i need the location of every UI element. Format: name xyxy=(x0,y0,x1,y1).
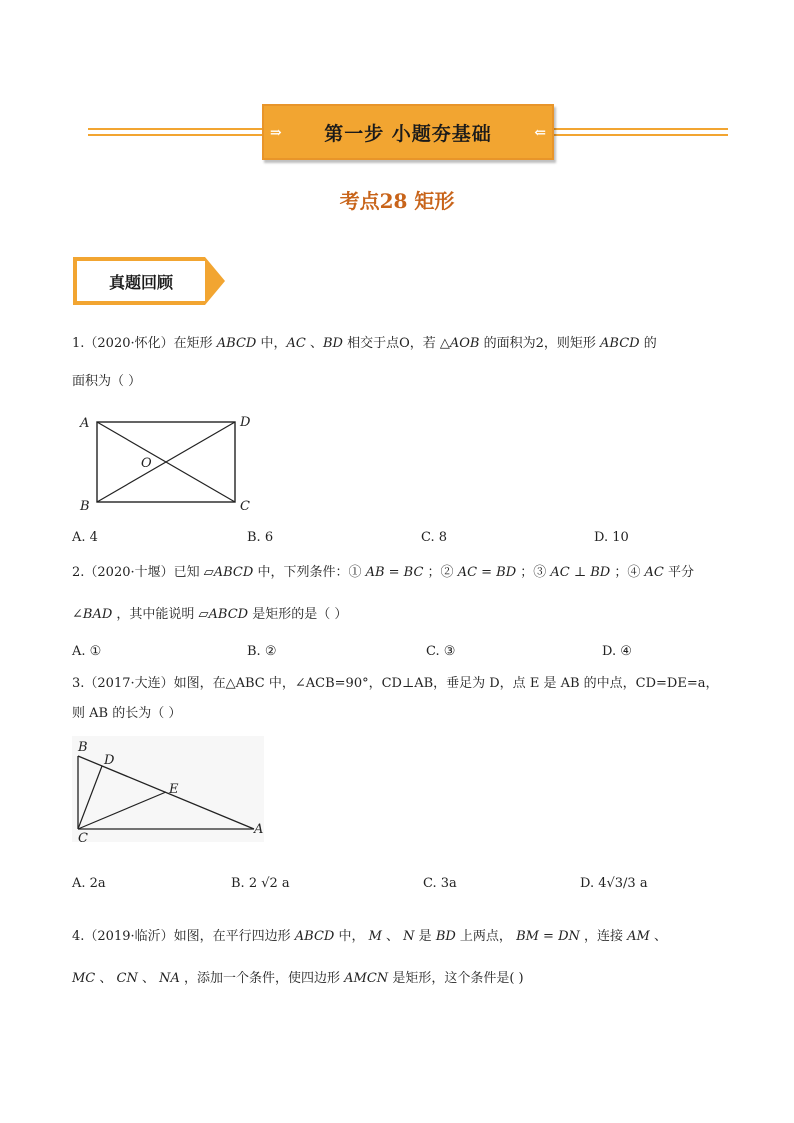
q3-option-a[interactable]: A. 2a xyxy=(72,876,106,891)
label-a: A xyxy=(254,822,264,837)
q3-option-c[interactable]: C. 3a xyxy=(423,876,457,891)
label-d: D xyxy=(240,415,251,430)
section-title: 考点28 矩形 xyxy=(339,189,455,213)
q1-figure-rectangle xyxy=(72,410,272,520)
q1-line2: 面积为（ ） xyxy=(72,374,142,389)
q3-option-d[interactable]: D. 4√3/3 a xyxy=(580,876,648,891)
banner-title: 第一步 小题夯基础 xyxy=(324,122,492,145)
banner-line-left-2 xyxy=(88,134,262,136)
section-tag-label: 真题回顾 xyxy=(77,261,205,301)
q2-option-c[interactable]: C. ③ xyxy=(426,644,456,659)
q2-option-d[interactable]: D. ④ xyxy=(602,644,632,659)
label-b: B xyxy=(78,740,88,755)
banner-line-right xyxy=(554,128,728,130)
q1-option-a[interactable]: A. 4 xyxy=(72,530,98,545)
banner xyxy=(262,104,554,160)
banner-line-left xyxy=(88,128,262,130)
label-o: O xyxy=(141,456,152,471)
double-arrow-right-icon: ⇒ xyxy=(270,125,282,141)
q1-option-d[interactable]: D. 10 xyxy=(594,530,629,545)
q3-line1: 3.（2017·大连）如图，在△ABC 中，∠ACB=90°，CD⊥AB，垂足为 D，点 E 是 AB 的中点，CD=DE=a， xyxy=(72,676,719,691)
label-e: E xyxy=(169,782,179,797)
section-tag-arrow xyxy=(205,257,225,305)
q1-line1: 1.（2020·怀化）在矩形 ABCD 中，AC 、BD 相交于点O，若 △AOB 的面积为2，则矩形 ABCD 的 xyxy=(72,336,657,351)
q1-option-c[interactable]: C. 8 xyxy=(421,530,448,545)
section-tag xyxy=(73,257,205,305)
q2-line1: 2.（2020·十堰）已知 ▱ABCD 中，下列条件：① AB = BC ；② AC = BD ；③ AC ⊥ BD ；④ AC 平分 xyxy=(72,565,694,580)
q3-option-b[interactable]: B. 2 √2 a xyxy=(231,876,290,891)
q3-line2: 则 AB 的长为（ ） xyxy=(72,706,182,721)
double-arrow-left-icon: ⇐ xyxy=(534,125,546,141)
label-c: C xyxy=(78,831,88,846)
label-b: B xyxy=(80,499,90,514)
q4-line2: MC 、 CN 、 NA ，添加一个条件，使四边形 AMCN 是矩形，这个条件是( ) xyxy=(72,971,524,986)
q4-line1: 4.（2019·临沂）如图，在平行四边形 ABCD 中， M 、 N 是 BD 上两点， BM = DN ，连接 AM 、 xyxy=(72,929,667,944)
q3-figure-triangle xyxy=(72,736,272,848)
q2-option-b[interactable]: B. ② xyxy=(247,644,277,659)
label-a: A xyxy=(80,416,90,431)
q2-line2: ∠BAD ，其中能说明 ▱ABCD 是矩形的是（ ） xyxy=(72,607,348,622)
label-c: C xyxy=(240,499,250,514)
q1-option-b[interactable]: B. 6 xyxy=(247,530,274,545)
label-d: D xyxy=(104,753,115,768)
banner-line-right-2 xyxy=(554,134,728,136)
q2-option-a[interactable]: A. ① xyxy=(72,644,102,659)
